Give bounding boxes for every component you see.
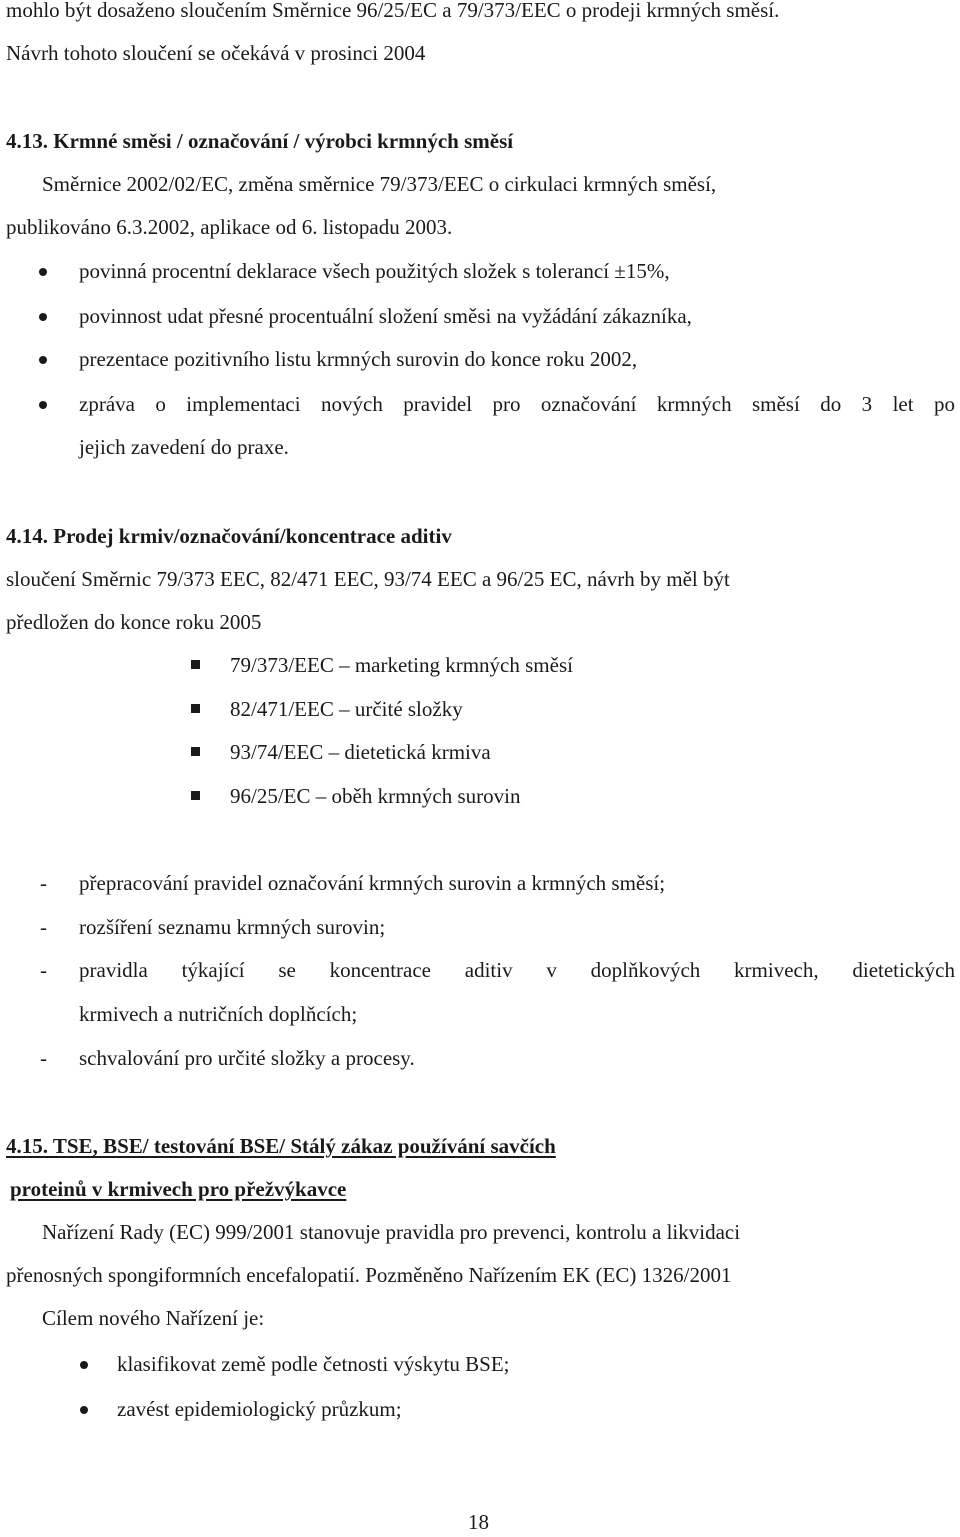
section-4-14-heading: 4.14. Prodej krmiv/označování/koncentrace aditiv (6, 524, 452, 548)
bullet-icon (80, 1361, 88, 1369)
square-bullet-icon (191, 747, 200, 756)
dash-item: přepracování pravidel označování krmných surovin a krmných směsí; (79, 871, 666, 895)
dash-item: rozšíření seznamu krmných surovin; (79, 915, 386, 939)
directive-item: 79/373/EEC – marketing krmných směsí (230, 653, 573, 677)
intro-line-1: mohlo být dosaženo sloučením Směrnice 96/25/EC a 79/373/EEC o prodeji krmných směsí. (6, 0, 780, 22)
dash-item: schvalování pro určité složky a procesy. (79, 1046, 415, 1070)
dash-item-continuation: krmivech a nutričních doplňcích; (79, 1002, 358, 1026)
dash-marker: - (40, 958, 47, 982)
dash-marker: - (40, 871, 47, 895)
section-4-15-heading-1: 4.15. TSE, BSE/ testování BSE/ Stálý zákaz používání savčích (6, 1134, 556, 1158)
section-4-14-text-1: sloučení Směrnic 79/373 EEC, 82/471 EEC, 93/74 EEC a 96/25 EC, návrh by měl být (6, 567, 730, 591)
section-4-14-text-2: předložen do konce roku 2005 (6, 610, 262, 634)
page-number: 18 (468, 1510, 489, 1534)
directive-item: 82/471/EEC – určité složky (230, 697, 463, 721)
section-4-15-text-1: Nařízení Rady (EC) 999/2001 stanovuje pravidla pro prevenci, kontrolu a likvidaci (42, 1220, 741, 1244)
list-item: klasifikovat země podle četnosti výskytu BSE; (117, 1352, 510, 1376)
section-4-15-text-3: Cílem nového Nařízení je: (42, 1306, 265, 1330)
square-bullet-icon (191, 791, 200, 800)
list-item: povinná procentní deklarace všech použitých složek s tolerancí ±15%, (79, 259, 670, 283)
section-4-13-text-1: Směrnice 2002/02/EC, změna směrnice 79/373/EEC o cirkulaci krmných směsí, (42, 172, 717, 196)
dash-marker: - (40, 1046, 47, 1070)
square-bullet-icon (191, 660, 200, 669)
square-bullet-icon (191, 704, 200, 713)
bullet-icon (39, 401, 47, 409)
dash-marker: - (40, 915, 47, 939)
list-item: zavést epidemiologický průzkum; (117, 1397, 402, 1421)
section-4-15-text-2: přenosných spongiformních encefalopatií. Pozměněno Nařízením EK (EC) 1326/2001 (6, 1263, 732, 1287)
directive-item: 93/74/EEC – dietetická krmiva (230, 740, 491, 764)
list-item: prezentace pozitivního listu krmných surovin do konce roku 2002, (79, 347, 638, 371)
section-4-13-heading: 4.13. Krmné směsi / označování / výrobci krmných směsí (6, 129, 514, 153)
section-4-13-text-2: publikováno 6.3.2002, aplikace od 6. listopadu 2003. (6, 215, 453, 239)
list-item-continuation: jejich zavedení do praxe. (79, 435, 289, 459)
bullet-icon (39, 313, 47, 321)
dash-item: pravidla týkající se koncentrace aditiv v doplňkových krmivech, dietetických (79, 958, 955, 982)
section-4-15-heading-2: proteinů v krmivech pro přežvýkavce (10, 1177, 347, 1201)
bullet-icon (39, 356, 47, 364)
bullet-icon (39, 268, 47, 276)
list-item: povinnost udat přesné procentuální složení směsi na vyžádání zákazníka, (79, 304, 692, 328)
intro-line-2: Návrh tohoto sloučení se očekává v prosinci 2004 (6, 41, 426, 65)
directive-item: 96/25/EC – oběh krmných surovin (230, 784, 521, 808)
bullet-icon (80, 1406, 88, 1414)
list-item: zpráva o implementaci nových pravidel pro označování krmných směsí do 3 let po (79, 392, 955, 416)
